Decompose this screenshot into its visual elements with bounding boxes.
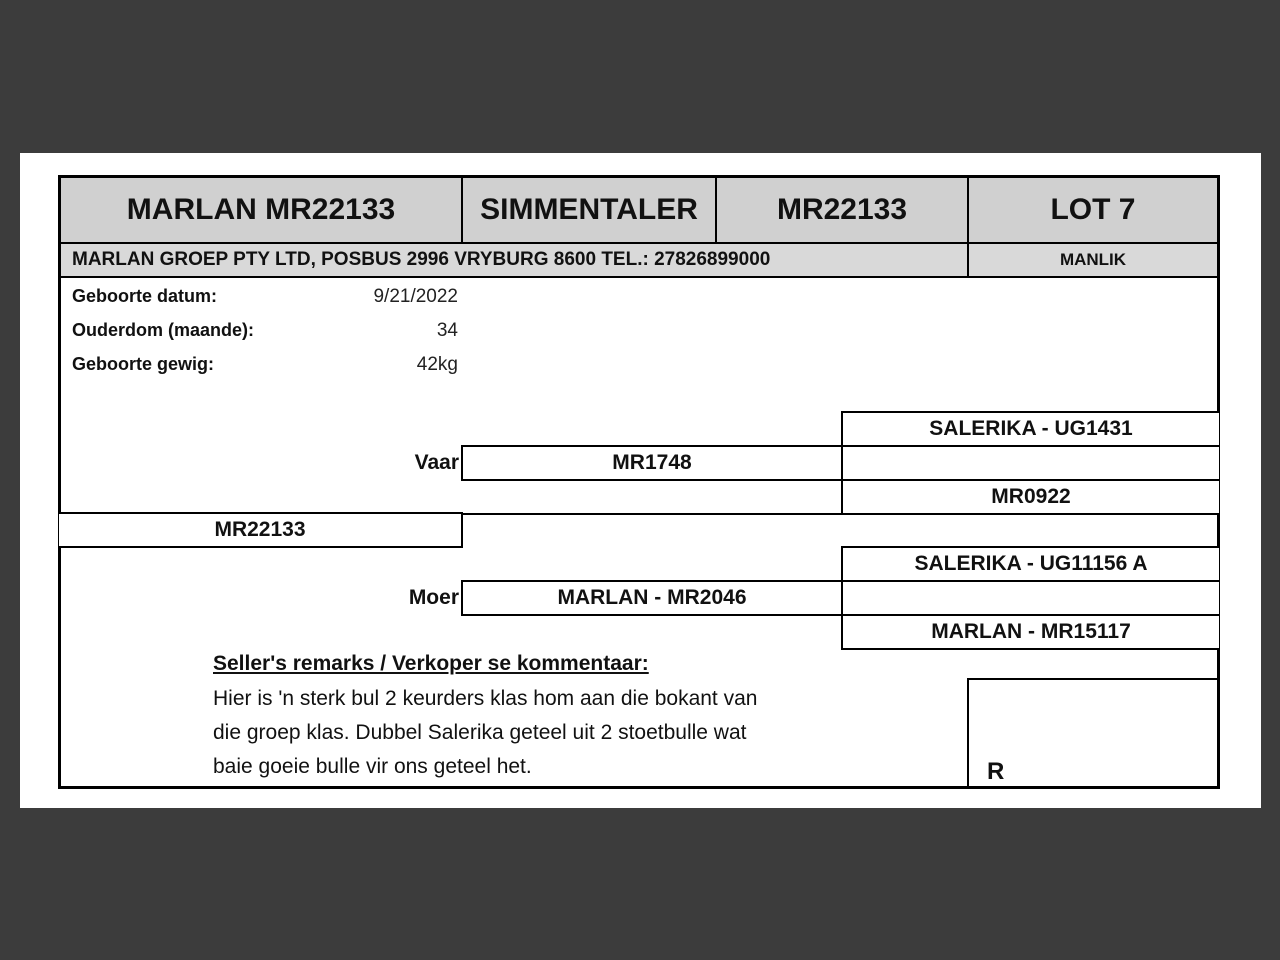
- animal-code: MR22133: [717, 178, 969, 244]
- remarks-line: baie goeie bulle vir ons geteel het.: [213, 755, 532, 778]
- birth-date-value: 9/21/2022: [373, 286, 458, 307]
- sire-label: Vaar: [414, 451, 459, 474]
- owner-info: MARLAN GROEP PTY LTD, POSBUS 2996 VRYBURG 8600 TEL.: 27826899000: [61, 244, 969, 278]
- price-currency: R: [987, 758, 1005, 785]
- dam-connector-box: [841, 580, 1219, 616]
- dam-box: MARLAN - MR2046: [461, 580, 843, 616]
- breed: SIMMENTALER: [463, 178, 717, 244]
- age-label: Ouderdom (maande):: [72, 320, 255, 340]
- remarks-text: [213, 682, 953, 784]
- remarks-line: die groep klas. Dubbel Salerika geteel uit 2 stoetbulle wat: [213, 721, 747, 744]
- lot-number: LOT 7: [969, 178, 1217, 244]
- birth-weight-value: 42kg: [416, 354, 458, 375]
- dam-sire-box: SALERIKA - UG11156 A: [841, 546, 1219, 582]
- dam-dam-box: MARLAN - MR15117: [841, 614, 1219, 650]
- birth-date-label: Geboorte datum:: [72, 286, 218, 306]
- age-value: 34: [436, 320, 458, 341]
- sire-sire-box: SALERIKA - UG1431: [841, 411, 1219, 447]
- price-input-line[interactable]: [1013, 766, 1201, 788]
- lot-card: [58, 175, 1220, 789]
- animal-box: MR22133: [59, 512, 463, 548]
- pedigree-divider: [461, 513, 1219, 515]
- remarks-line: Hier is 'n sterk bul 2 keurders klas hom aan die bokant van: [213, 687, 758, 710]
- sire-connector-box: [841, 445, 1219, 481]
- sire-dam-box: MR0922: [841, 479, 1219, 515]
- remarks-title: Seller's remarks / Verkoper se kommentaar:: [213, 652, 649, 675]
- sex: MANLIK: [969, 244, 1217, 278]
- document-sheet: [20, 153, 1261, 808]
- birth-weight-label: Geboorte gewig:: [72, 354, 215, 374]
- animal-name: MARLAN MR22133: [61, 178, 463, 244]
- price-box: [967, 678, 1220, 789]
- dam-label: Moer: [408, 586, 459, 609]
- sire-box: MR1748: [461, 445, 843, 481]
